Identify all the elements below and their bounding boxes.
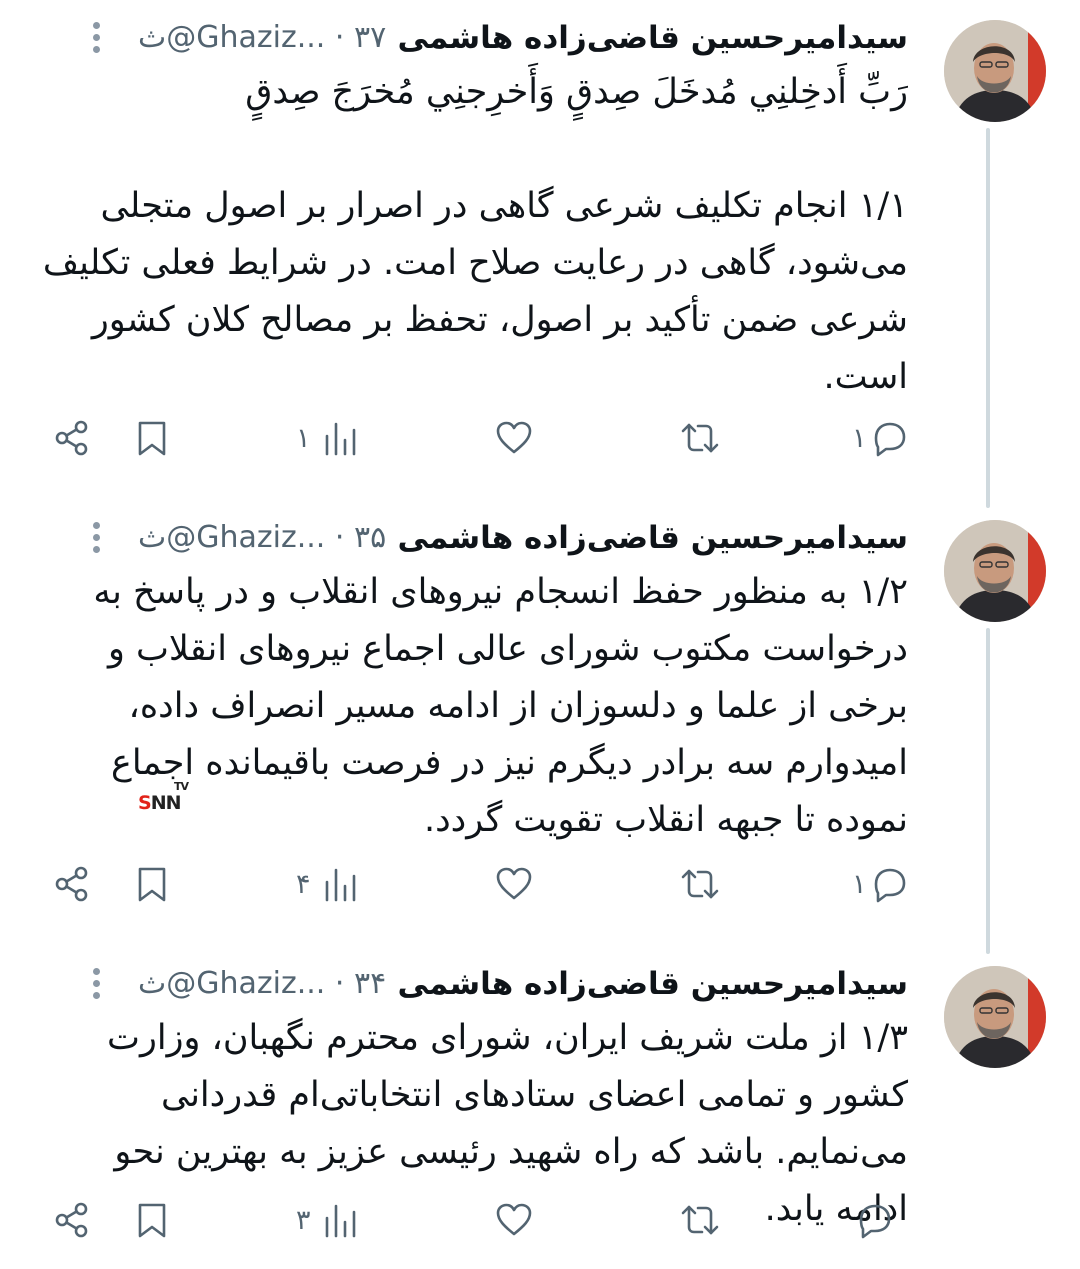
reply-count: ۱ (852, 422, 867, 454)
handle[interactable]: @Ghaziz... (166, 520, 326, 555)
display-name[interactable]: سیدامیرحسین قاضی‌زاده هاشمی (397, 520, 908, 556)
avatar[interactable] (944, 520, 1046, 622)
like-button[interactable] (494, 410, 534, 466)
display-name[interactable]: سیدامیرحسین قاضی‌زاده هاشمی (397, 20, 908, 56)
tweet-header (40, 516, 908, 560)
views-count: ۴ (296, 868, 311, 900)
action-bar (0, 1192, 1080, 1248)
bookmark-button[interactable] (132, 410, 172, 466)
share-button[interactable] (52, 410, 92, 466)
tweet[interactable] (0, 946, 1080, 1266)
tweet-text: ۱/۲ به منظور حفظ انسجام نیروهای انقلاب و در پاسخ به درخواست مکتوب شورای عالی اجماع نیروهای انقلاب و برخی از علما و دلسوزان از ادامه مسیر انصراف داده، امیدوارم سه برادر دیگرم نیز در فرصت باقیمانده اجماع نموده تا جبهه انقلاب تقویت گردد. (93, 572, 908, 840)
more-icon[interactable] (90, 968, 102, 1004)
retweet-button[interactable] (680, 410, 720, 466)
retweet-button[interactable] (680, 856, 720, 912)
retweet-icon (680, 418, 720, 458)
reply-button[interactable] (852, 410, 909, 466)
tweet-header (40, 16, 908, 60)
bookmark-button[interactable] (132, 856, 172, 912)
retweet-button[interactable] (680, 1192, 720, 1248)
like-button[interactable] (494, 1192, 534, 1248)
tweet-header (40, 962, 908, 1006)
like-icon (494, 1200, 534, 1240)
more-icon[interactable] (90, 522, 102, 558)
retweet-icon (680, 864, 720, 904)
separator: · (334, 20, 345, 55)
handle[interactable]: @Ghaziz... (166, 20, 326, 55)
tweet-meta (138, 16, 386, 60)
display-name[interactable]: سیدامیرحسین قاضی‌زاده هاشمی (397, 966, 908, 1002)
reply-button[interactable] (852, 1192, 894, 1248)
more-icon[interactable] (90, 22, 102, 58)
reply-icon (869, 418, 909, 458)
reply-button[interactable] (852, 856, 909, 912)
tweet[interactable] (0, 0, 1080, 490)
reply-icon (869, 864, 909, 904)
tweet-meta (138, 962, 386, 1006)
timestamp[interactable]: ۳۴ث (138, 966, 387, 1001)
bookmark-button[interactable] (132, 1192, 172, 1248)
like-button[interactable] (494, 856, 534, 912)
share-icon (52, 418, 92, 458)
timestamp[interactable]: ۳۵ث (138, 520, 387, 555)
views-icon (319, 1200, 359, 1240)
bookmark-icon (132, 1200, 172, 1240)
share-icon (52, 864, 92, 904)
retweet-icon (680, 1200, 720, 1240)
reply-icon (854, 1200, 894, 1240)
bookmark-icon (132, 418, 172, 458)
like-icon (494, 864, 534, 904)
views-count: ۳ (296, 1204, 311, 1236)
action-bar (0, 410, 1080, 466)
views-button[interactable] (296, 856, 359, 912)
separator: · (334, 966, 345, 1001)
snn-tv-watermark: SNN TV (138, 780, 189, 814)
avatar[interactable] (944, 20, 1046, 122)
tweet[interactable] (0, 500, 1080, 930)
separator: · (334, 520, 345, 555)
share-button[interactable] (52, 856, 92, 912)
views-icon (319, 864, 359, 904)
like-icon (494, 418, 534, 458)
views-button[interactable] (296, 410, 359, 466)
handle[interactable]: @Ghaziz... (166, 966, 326, 1001)
timestamp[interactable]: ۳۷ث (138, 20, 387, 55)
views-count: ۱ (296, 422, 311, 454)
tweet-meta (138, 516, 386, 560)
share-button[interactable] (52, 1192, 92, 1248)
tweet-text: رَبِّ أَدخِلنِي مُدخَلَ صِدقٍ وَأَخرِجنِي مُخرَجَ صِدقٍ ۱/۱ انجام تکلیف شرعی گاهی در اصرار بر اصول متجلی می‌شود، گاهی در رعایت صلاح امت. در شرایط فعلی تکلیف شرعی ضمن تأکید بر اصول، تحفظ بر مصالح کلان کشور است. (42, 72, 908, 397)
reply-count: ۱ (852, 868, 867, 900)
action-bar (0, 856, 1080, 912)
views-icon (319, 418, 359, 458)
share-icon (52, 1200, 92, 1240)
tweet-text: ۱/۳ از ملت شریف ایران، شورای محترم نگهبان، وزارت کشور و تمامی اعضای ستادهای انتخاباتی‌ام قدردانی می‌نمایم. باشد که راه شهید رئیسی عزیز به بهترین نحو ادامه یابد. (107, 1018, 908, 1229)
bookmark-icon (132, 864, 172, 904)
views-button[interactable] (296, 1192, 359, 1248)
avatar[interactable] (944, 966, 1046, 1068)
